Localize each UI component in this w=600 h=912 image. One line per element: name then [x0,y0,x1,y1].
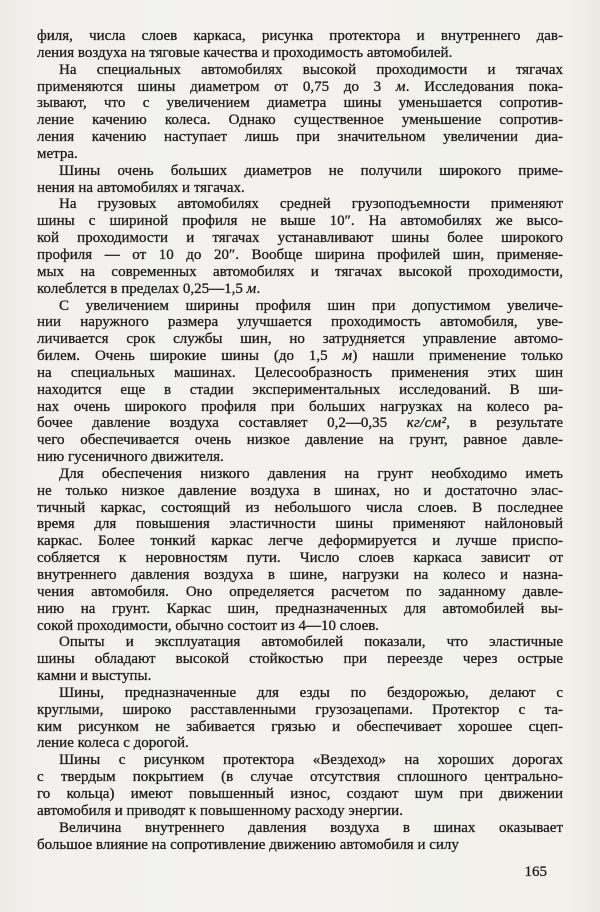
paragraph [37,752,563,819]
text-line: тичный каркас, состоящий из небольшого числа слоев. В последнее [37,499,563,516]
text-line: чения автомобиля. Оно определяется расчетом по заданному давле- [37,583,563,600]
text-line: профиля — от 10 до 20″. Вообще ширина профилей шин, применяе- [37,246,563,263]
text-line: чего обеспечивается очень низкое давление на грунт, равное давле- [37,432,563,449]
text-line: нии наружного размера улучшается проходимость автомобиля, уве- [37,314,563,331]
text-line: С увеличением ширины профиля шин при допустимом увеличе- [59,297,563,314]
text-line: филя, числа слоев каркаса, рисунка протектора и внутреннего дав- [37,28,563,44]
text-line: ким рисунком не забивается грязью и обеспечивает хорошее сцеп- [37,718,563,735]
text-line: Для обеспечения низкого давления на грунт необходимо иметь [59,465,563,482]
paragraph [37,196,563,297]
text-line: кой проходимости и тягачах устанавливают шины более широкого [37,230,563,247]
text-line: круглыми, широко расставленными грузозацепами. Протектор с та- [37,701,563,718]
text-line: мых на современных автомобилях и тягачах высокой проходимости, [37,263,563,280]
text-line: время для повышения эластичности шины применяют найлоновый [37,516,563,533]
text-line: личивается срок службы шин, но затрудняется управление автомо- [37,331,563,348]
text-line: Шины с рисунком протектора «Вездеход» на хороших дорогах [59,752,563,769]
paragraph [37,634,563,685]
text-block [37,28,563,853]
text-line: ление качению колеса. Однако существенное уменьшение сопротив- [37,112,563,129]
text-line: колеблется в пределах 0,25—1,5 м. [37,280,261,297]
text-line: применяются шины диаметром от 0,75 до 3 м. Исследования пока- [37,78,563,95]
paragraph [37,62,563,163]
text-line: го кольца) имеют повышенный износ, создают шум при движении [37,785,563,802]
text-line: На специальных автомобилях высокой проходимости и тягачах [59,61,563,78]
text-line: нах очень широкого профиля при больших нагрузках на колесо ра- [37,398,563,415]
paragraph [37,163,563,197]
text-line: каркас. Более тонкий каркас легче деформируется и лучше приспо- [37,533,563,550]
page-number: 165 [524,864,547,881]
text-line: собляется к неровностям пути. Число слоев каркаса зависит от [37,550,563,567]
text-line: нию на грунт. Каркас шин, предназначенных для автомобилей вы- [37,600,563,617]
paragraph [37,685,563,752]
text-line: ления воздуха на тяговые качества и проходимость автомобилей. [37,44,453,61]
text-line: находится еще в стадии экспериментальных исследований. В ши- [37,381,563,398]
text-line: бочее давление воздуха составляет 0,2—0,35 кг/см², в результате [37,415,563,432]
text-line: нения на автомобилях и тягачах. [37,179,245,196]
page-footer [37,864,563,881]
paragraph [37,298,563,466]
text-line: не только низкое давление воздуха в шинах, но и достаточно элас- [37,482,563,499]
text-line: Опыты и эксплуатация автомобилей показали, что эластичные [59,634,563,651]
text-line: автомобиля и приводят к повышенному расходу энергии. [37,802,403,819]
text-line: На грузовых автомобилях средней грузоподъемности применяют [59,196,563,213]
paragraph [37,28,563,62]
paragraph [37,466,563,634]
text-line: Шины очень больших диаметров не получили широкого приме- [59,162,563,179]
text-line: сокой проходимости, обычно состоит из 4—10 слоев. [37,617,380,634]
text-line: шины с шириной профиля не выше 10″. На автомобилях же высо- [37,213,563,230]
text-line: большое влияние на сопротивление движению автомобиля и силу [37,836,459,853]
text-line: шины обладают высокой стойкостью при переезде через острые [37,651,563,668]
text-line: камни и выступы. [37,668,152,685]
paragraph [37,820,563,854]
text-line: на специальных машинах. Целесообразность применения этих шин [37,364,563,381]
text-line: нию гусеничного движителя. [37,449,224,466]
text-line: внутреннего давления воздуха в шине, нагрузки на колесо и назна- [37,567,563,583]
text-line: с твердым покрытием (в случае отсутствия сплошного центрально- [37,769,563,786]
text-line: билем. Очень широкие шины (до 1,5 м) нашли применение только [37,348,563,365]
text-line: Величина внутреннего давления воздуха в шинах оказывает [59,819,563,836]
text-line: метра. [37,145,78,162]
text-line: ления качению наступает лишь при значительном увеличении диа- [37,129,563,146]
text-line: зывают, что с увеличением диаметра шины уменьшается сопротив- [37,95,563,112]
text-line: Шины, предназначенные для езды по бездорожью, делают с [59,684,563,701]
text-line: ление колеса с дорогой. [37,735,189,752]
